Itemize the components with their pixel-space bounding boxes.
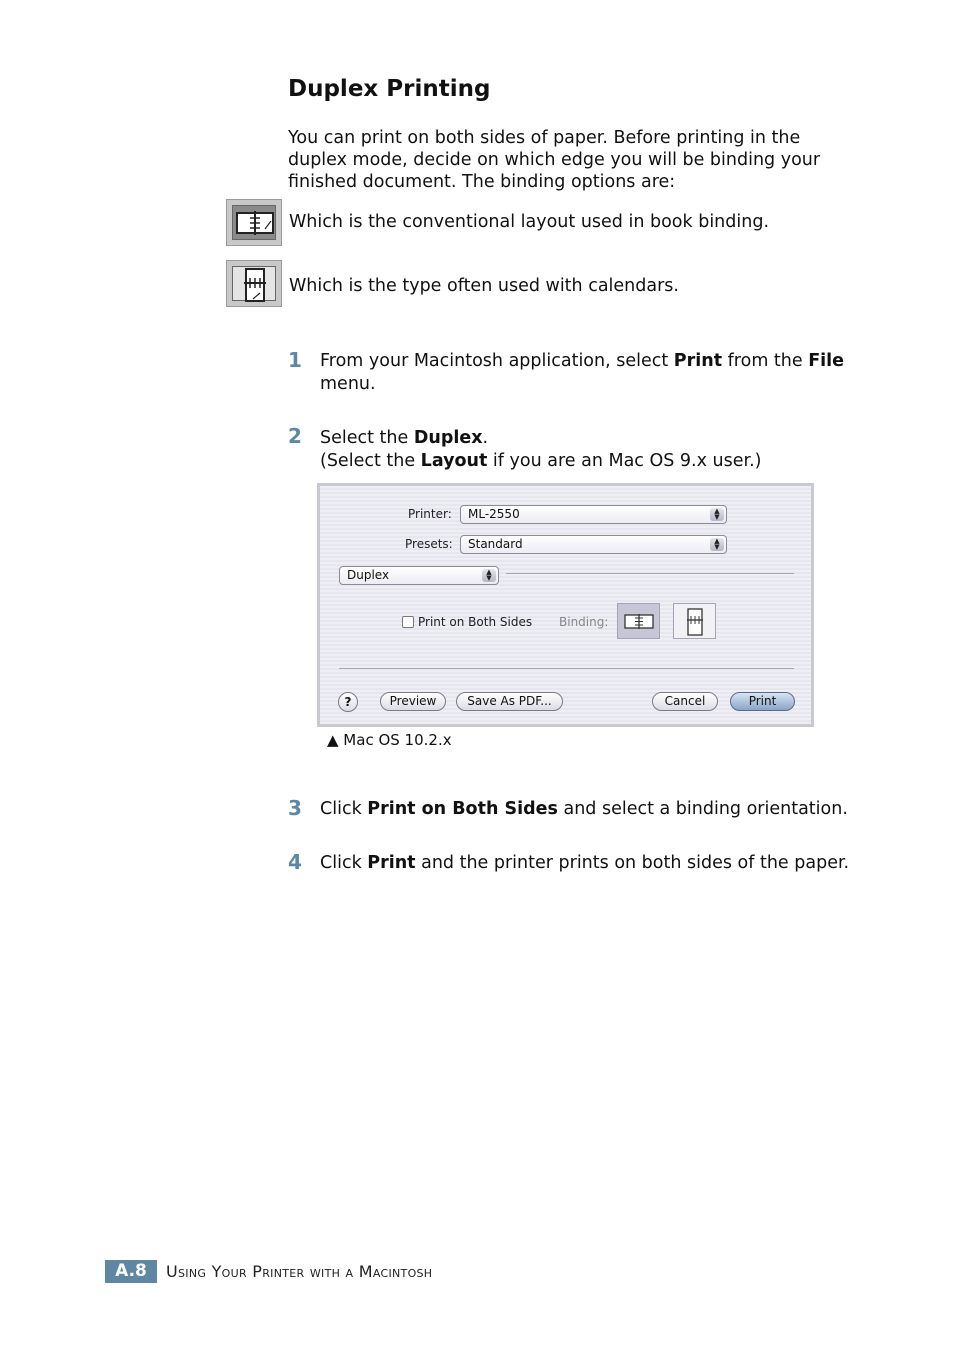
long-edge-binding-icon: [226, 199, 282, 246]
select-arrows-icon: ▲ ▼: [710, 538, 724, 551]
option-long-edge-text: Which is the conventional layout used in book binding.: [289, 212, 770, 232]
step-number: 1: [288, 348, 302, 372]
step-number: 4: [288, 850, 302, 874]
panel-select[interactable]: [339, 566, 499, 585]
step-number: 2: [288, 424, 302, 448]
page-title: Duplex Printing: [288, 76, 491, 102]
preview-button[interactable]: Preview: [380, 692, 446, 711]
presets-label: Presets:: [405, 537, 453, 551]
print-both-sides-label: Print on Both Sides: [418, 615, 533, 629]
step-number: 3: [288, 796, 302, 820]
chapter-title: Using Your Printer with a Macintosh: [166, 1262, 433, 1281]
short-edge-binding-button[interactable]: [673, 603, 716, 639]
long-edge-binding-button[interactable]: [617, 603, 660, 639]
step-text: Click Print on Both Sides and select a binding orientation.: [320, 799, 848, 819]
divider: [339, 668, 794, 669]
printer-select[interactable]: [460, 505, 727, 524]
printer-value: ML-2550: [468, 507, 520, 521]
option-short-edge-text: Which is the type often used with calendars.: [289, 276, 679, 296]
printer-label: Printer:: [408, 507, 452, 521]
presets-select[interactable]: [460, 535, 727, 554]
print-both-sides-checkbox[interactable]: [402, 616, 414, 628]
print-button[interactable]: Print: [730, 692, 795, 711]
step-text: Click Print and the printer prints on both sides of the paper.: [320, 853, 850, 873]
cancel-button[interactable]: Cancel: [652, 692, 718, 711]
save-as-pdf-button[interactable]: Save As PDF...: [456, 692, 563, 711]
binding-label: Binding:: [559, 615, 609, 629]
select-arrows-icon: ▲ ▼: [710, 508, 724, 521]
print-dialog: [317, 483, 814, 727]
short-edge-binding-icon: [686, 608, 704, 636]
step-text: From your Macintosh application, select Print from the File menu.: [320, 351, 845, 394]
help-button[interactable]: ?: [338, 692, 358, 712]
intro-paragraph: You can print on both sides of paper. Before printing in the duplex mode, decide on which edge you will be binding your finished document. The binding options are:: [288, 128, 821, 192]
panel-value: Duplex: [347, 568, 390, 582]
presets-value: Standard: [468, 537, 523, 551]
page-number-tag: A.8: [105, 1260, 157, 1283]
step-text: Select the Duplex. (Select the Layout if you are an Mac OS 9.x user.): [320, 428, 762, 471]
short-edge-binding-icon: [226, 260, 282, 307]
long-edge-binding-icon: [624, 613, 654, 630]
divider: [506, 573, 794, 574]
select-arrows-icon: ▲ ▼: [482, 569, 496, 582]
figure-caption: ▲ Mac OS 10.2.x: [327, 731, 452, 749]
